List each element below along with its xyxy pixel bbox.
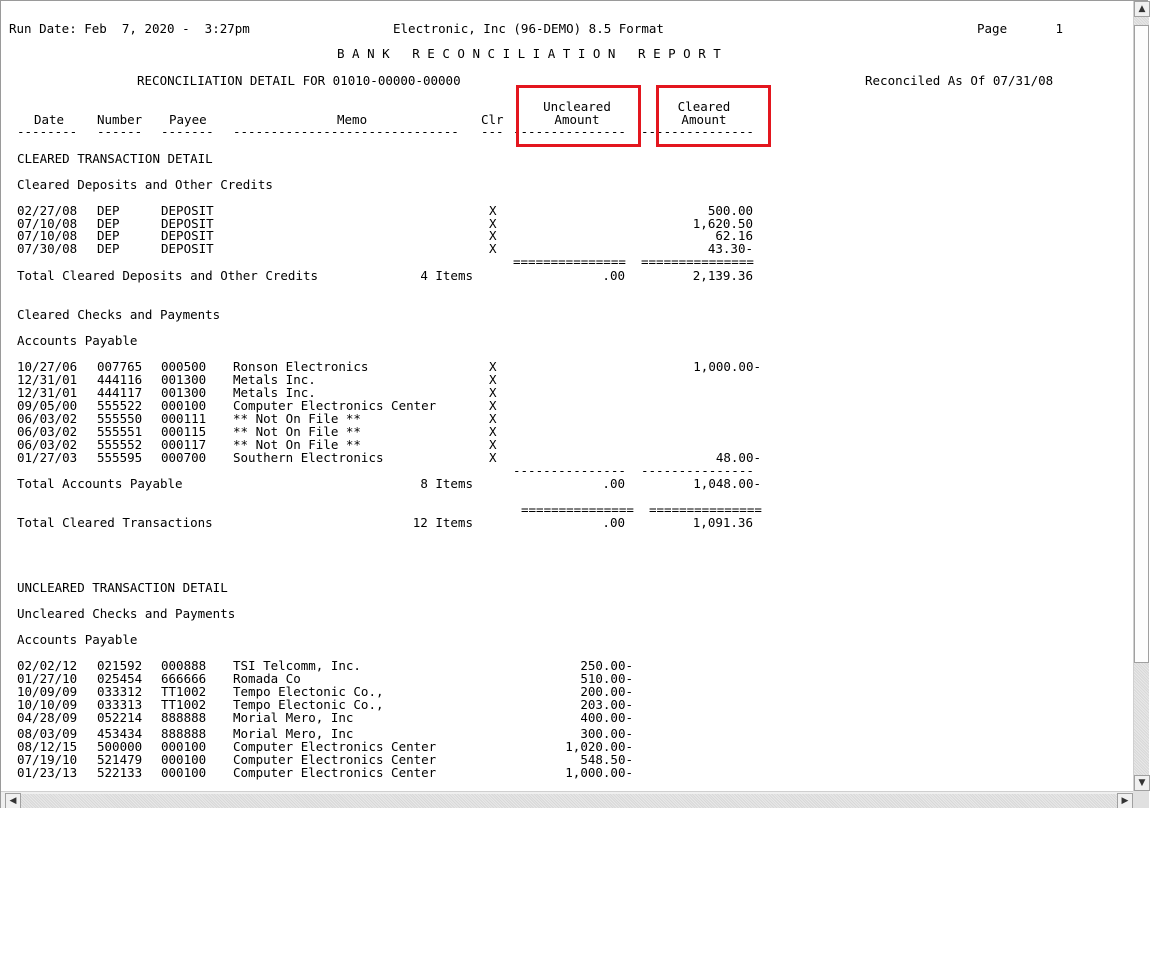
vertical-scrollbar[interactable] [1133, 1, 1149, 791]
row-payee: DEPOSIT [161, 215, 214, 231]
row-uncleared-amount: 250.00- [580, 658, 633, 673]
row-memo: Morial Mero, Inc [233, 710, 354, 725]
row-number: 033313 [97, 697, 143, 712]
row-payee: 000500 [161, 359, 207, 374]
page-label: Page [977, 21, 1008, 36]
arrow-left-icon: ◀ [9, 796, 17, 806]
row-number: DEP [97, 240, 120, 256]
row-payee: TT1002 [161, 684, 207, 699]
row-cleared-amount: 62.16 [715, 228, 753, 244]
row-uncleared-amount: 548.50- [580, 752, 633, 767]
row-cleared-amount: 1,620.50 [692, 215, 753, 231]
col-header-uncleared-1: Uncleared [543, 99, 611, 114]
row-memo: Computer Electronics Center [233, 765, 437, 780]
deposits-rule-cleared: =============== [641, 254, 754, 269]
row-number: DEP [97, 215, 120, 231]
scroll-right-button[interactable] [1117, 793, 1133, 809]
underline-uncleared: --------------- [513, 124, 626, 139]
underline-date: -------- [17, 124, 78, 139]
arrow-down-icon: ▼ [1138, 778, 1146, 788]
vertical-scroll-thumb[interactable] [1134, 25, 1149, 663]
row-number: 555550 [97, 411, 143, 426]
cleared-ap-title: Accounts Payable [17, 333, 138, 348]
scrollbar-corner [1133, 791, 1149, 809]
row-payee: 000700 [161, 450, 207, 465]
col-header-cleared-1: Cleared [677, 99, 731, 114]
row-date: 10/27/06 [17, 359, 78, 374]
empty-bottom-pane [0, 808, 1158, 972]
ap-total-label: Total Accounts Payable [17, 476, 183, 491]
row-cleared-amount: 48.00- [715, 450, 761, 465]
row-date: 06/03/02 [17, 424, 78, 439]
underline-payee: ------- [161, 124, 214, 139]
deposits-total-uncleared: .00 [602, 268, 625, 283]
col-header-clr: Clr [481, 112, 504, 127]
row-clr-mark: X [489, 450, 497, 465]
row-clr-mark: X [489, 437, 497, 452]
cleared-checks-title: Cleared Checks and Payments [17, 307, 221, 322]
scroll-track-bottom[interactable] [1134, 663, 1149, 775]
row-cleared-amount: 500.00 [707, 203, 753, 218]
row-clr-mark: X [489, 215, 497, 231]
scroll-down-button[interactable] [1134, 775, 1150, 791]
scroll-left-button[interactable] [5, 793, 21, 809]
cleared-amount-highlight [656, 85, 771, 147]
row-clr-mark: X [489, 359, 497, 374]
row-number: 033312 [97, 684, 143, 699]
row-number: 453434 [97, 726, 143, 741]
horizontal-scrollbar[interactable] [1, 791, 1133, 809]
tx-total-label: Total Cleared Transactions [17, 515, 213, 530]
col-header-cleared-2: Amount [681, 112, 727, 127]
row-uncleared-amount: 300.00- [580, 726, 633, 741]
ap-total-uncleared: .00 [602, 476, 625, 491]
col-header-number: Number [97, 112, 143, 127]
row-memo: Computer Electronics Center [233, 398, 437, 413]
row-payee: 000100 [161, 752, 207, 767]
ap-rule-cleared: --------------- [641, 463, 754, 478]
row-date: 01/27/10 [17, 671, 78, 686]
row-date: 07/19/10 [17, 752, 78, 767]
row-cleared-amount: 1,000.00- [693, 359, 761, 374]
deposits-total-items: 4 Items [420, 268, 473, 283]
row-date: 06/03/02 [17, 411, 78, 426]
company-name: Electronic, Inc (96-DEMO) 8.5 Format [393, 21, 664, 36]
row-number: 555522 [97, 398, 143, 413]
col-header-uncleared-2: Amount [554, 112, 600, 127]
underline-clr: --- [481, 124, 504, 139]
row-date: 08/03/09 [17, 726, 78, 741]
row-date: 07/10/08 [17, 215, 78, 231]
cleared-deposits-title: Cleared Deposits and Other Credits [17, 177, 273, 192]
row-number: DEP [97, 203, 120, 218]
reconciliation-detail-for: RECONCILIATION DETAIL FOR 01010-00000-00000 [137, 73, 461, 88]
row-memo: Computer Electronics Center [233, 739, 437, 754]
row-payee: DEPOSIT [161, 228, 214, 244]
row-date: 10/10/09 [17, 697, 78, 712]
row-payee: 000100 [161, 739, 207, 754]
row-clr-mark: X [489, 203, 497, 218]
row-date: 08/12/15 [17, 739, 78, 754]
row-uncleared-amount: 203.00- [580, 697, 633, 712]
row-payee: 001300 [161, 385, 207, 400]
row-clr-mark: X [489, 385, 497, 400]
row-payee: 001300 [161, 372, 207, 387]
underline-memo: ------------------------------ [233, 124, 459, 139]
tx-total-items: 12 Items [412, 515, 473, 530]
ap-rule-uncleared: --------------- [513, 463, 626, 478]
deposits-rule-uncleared: =============== [513, 254, 626, 269]
row-memo: TSI Telcomm, Inc. [233, 658, 361, 673]
row-date: 01/27/03 [17, 450, 78, 465]
row-date: 12/31/01 [17, 372, 78, 387]
row-number: 522133 [97, 765, 143, 780]
horizontal-scroll-track[interactable] [21, 794, 1117, 808]
row-clr-mark: X [489, 411, 497, 426]
row-payee: 888888 [161, 710, 207, 725]
row-date: 10/09/09 [17, 684, 78, 699]
reconciled-as-of: Reconciled As Of 07/31/08 [865, 73, 1054, 88]
row-number: 555552 [97, 437, 143, 452]
row-memo: Metals Inc. [233, 385, 316, 400]
col-header-date: Date [33, 112, 65, 127]
uncleared-section-title: UNCLEARED TRANSACTION DETAIL [17, 580, 228, 595]
row-memo: ** Not On File ** [233, 424, 361, 439]
row-uncleared-amount: 200.00- [580, 684, 633, 699]
row-memo: Morial Mero, Inc [233, 726, 354, 741]
row-memo: ** Not On File ** [233, 411, 361, 426]
row-payee: 666666 [161, 671, 207, 686]
row-clr-mark: X [489, 240, 497, 256]
row-number: 500000 [97, 739, 143, 754]
row-uncleared-amount: 510.00- [580, 671, 633, 686]
row-clr-mark: X [489, 372, 497, 387]
row-clr-mark: X [489, 424, 497, 439]
row-payee: 000888 [161, 658, 207, 673]
row-memo: Tempo Electonic Co., [233, 697, 384, 712]
row-number: 007765 [97, 359, 143, 374]
scroll-track-top[interactable] [1134, 17, 1149, 25]
row-uncleared-amount: 1,020.00- [565, 739, 633, 754]
uncleared-checks-title: Uncleared Checks and Payments [17, 606, 236, 621]
tx-rule-uncleared: =============== [521, 502, 634, 517]
row-payee: 000111 [161, 411, 207, 426]
row-number: 444117 [97, 385, 143, 400]
underline-cleared: --------------- [641, 124, 754, 139]
row-cleared-amount: 43.30- [707, 240, 753, 256]
arrow-up-icon: ▲ [1138, 4, 1146, 14]
report-page [1, 1, 1133, 791]
row-date: 01/23/13 [17, 765, 78, 780]
row-number: 555551 [97, 424, 143, 439]
row-clr-mark: X [489, 398, 497, 413]
cleared-section-title: CLEARED TRANSACTION DETAIL [17, 151, 213, 166]
tx-total-uncleared: .00 [602, 515, 625, 530]
tx-total-cleared: 1,091.36 [692, 515, 753, 530]
row-payee: 000100 [161, 765, 207, 780]
row-payee: 000117 [161, 437, 207, 452]
row-payee: 000100 [161, 398, 207, 413]
row-number: 025454 [97, 671, 143, 686]
tx-rule-cleared: =============== [649, 502, 762, 517]
scroll-up-button[interactable] [1134, 1, 1150, 17]
ap-total-cleared: 1,048.00- [693, 476, 761, 491]
row-payee: DEPOSIT [161, 203, 214, 218]
row-date: 02/27/08 [17, 203, 78, 218]
row-number: 555595 [97, 450, 143, 465]
uncleared-ap-title: Accounts Payable [17, 632, 138, 647]
row-memo: Southern Electronics [233, 450, 384, 465]
page-number: 1 [1055, 21, 1063, 36]
row-number: 021592 [97, 658, 143, 673]
row-uncleared-amount: 1,000.00- [565, 765, 633, 780]
underline-number: ------ [97, 124, 143, 139]
row-payee: 000115 [161, 424, 207, 439]
col-header-memo: Memo [337, 112, 368, 127]
row-payee: TT1002 [161, 697, 207, 712]
row-number: 052214 [97, 710, 143, 725]
deposits-total-cleared: 2,139.36 [692, 268, 753, 283]
row-date: 04/28/09 [17, 710, 78, 725]
row-payee: DEPOSIT [161, 240, 214, 256]
row-number: DEP [97, 228, 120, 244]
row-memo: Metals Inc. [233, 372, 316, 387]
row-memo: Ronson Electronics [233, 359, 369, 374]
report-title: B A N K R E C O N C I L I A T I O N R E P O R T [337, 46, 721, 61]
row-uncleared-amount: 400.00- [580, 710, 633, 725]
uncleared-amount-highlight [516, 85, 641, 147]
row-memo: Computer Electronics Center [233, 752, 437, 767]
row-number: 444116 [97, 372, 143, 387]
row-date: 02/02/12 [17, 658, 78, 673]
row-memo: ** Not On File ** [233, 437, 361, 452]
row-date: 07/30/08 [17, 240, 78, 256]
ap-total-items: 8 Items [420, 476, 473, 491]
row-date: 12/31/01 [17, 385, 78, 400]
col-header-payee: Payee [169, 112, 207, 127]
row-number: 521479 [97, 752, 143, 767]
run-date: Run Date: Feb 7, 2020 - 3:27pm [9, 21, 250, 36]
deposits-total-label: Total Cleared Deposits and Other Credits [17, 268, 319, 283]
row-clr-mark: X [489, 228, 497, 244]
row-payee: 888888 [161, 726, 207, 741]
row-date: 09/05/00 [17, 398, 78, 413]
row-memo: Tempo Electonic Co., [233, 684, 384, 699]
row-date: 07/10/08 [17, 228, 78, 244]
row-memo: Romada Co [233, 671, 301, 686]
row-date: 06/03/02 [17, 437, 78, 452]
arrow-right-icon: ▶ [1121, 796, 1129, 806]
